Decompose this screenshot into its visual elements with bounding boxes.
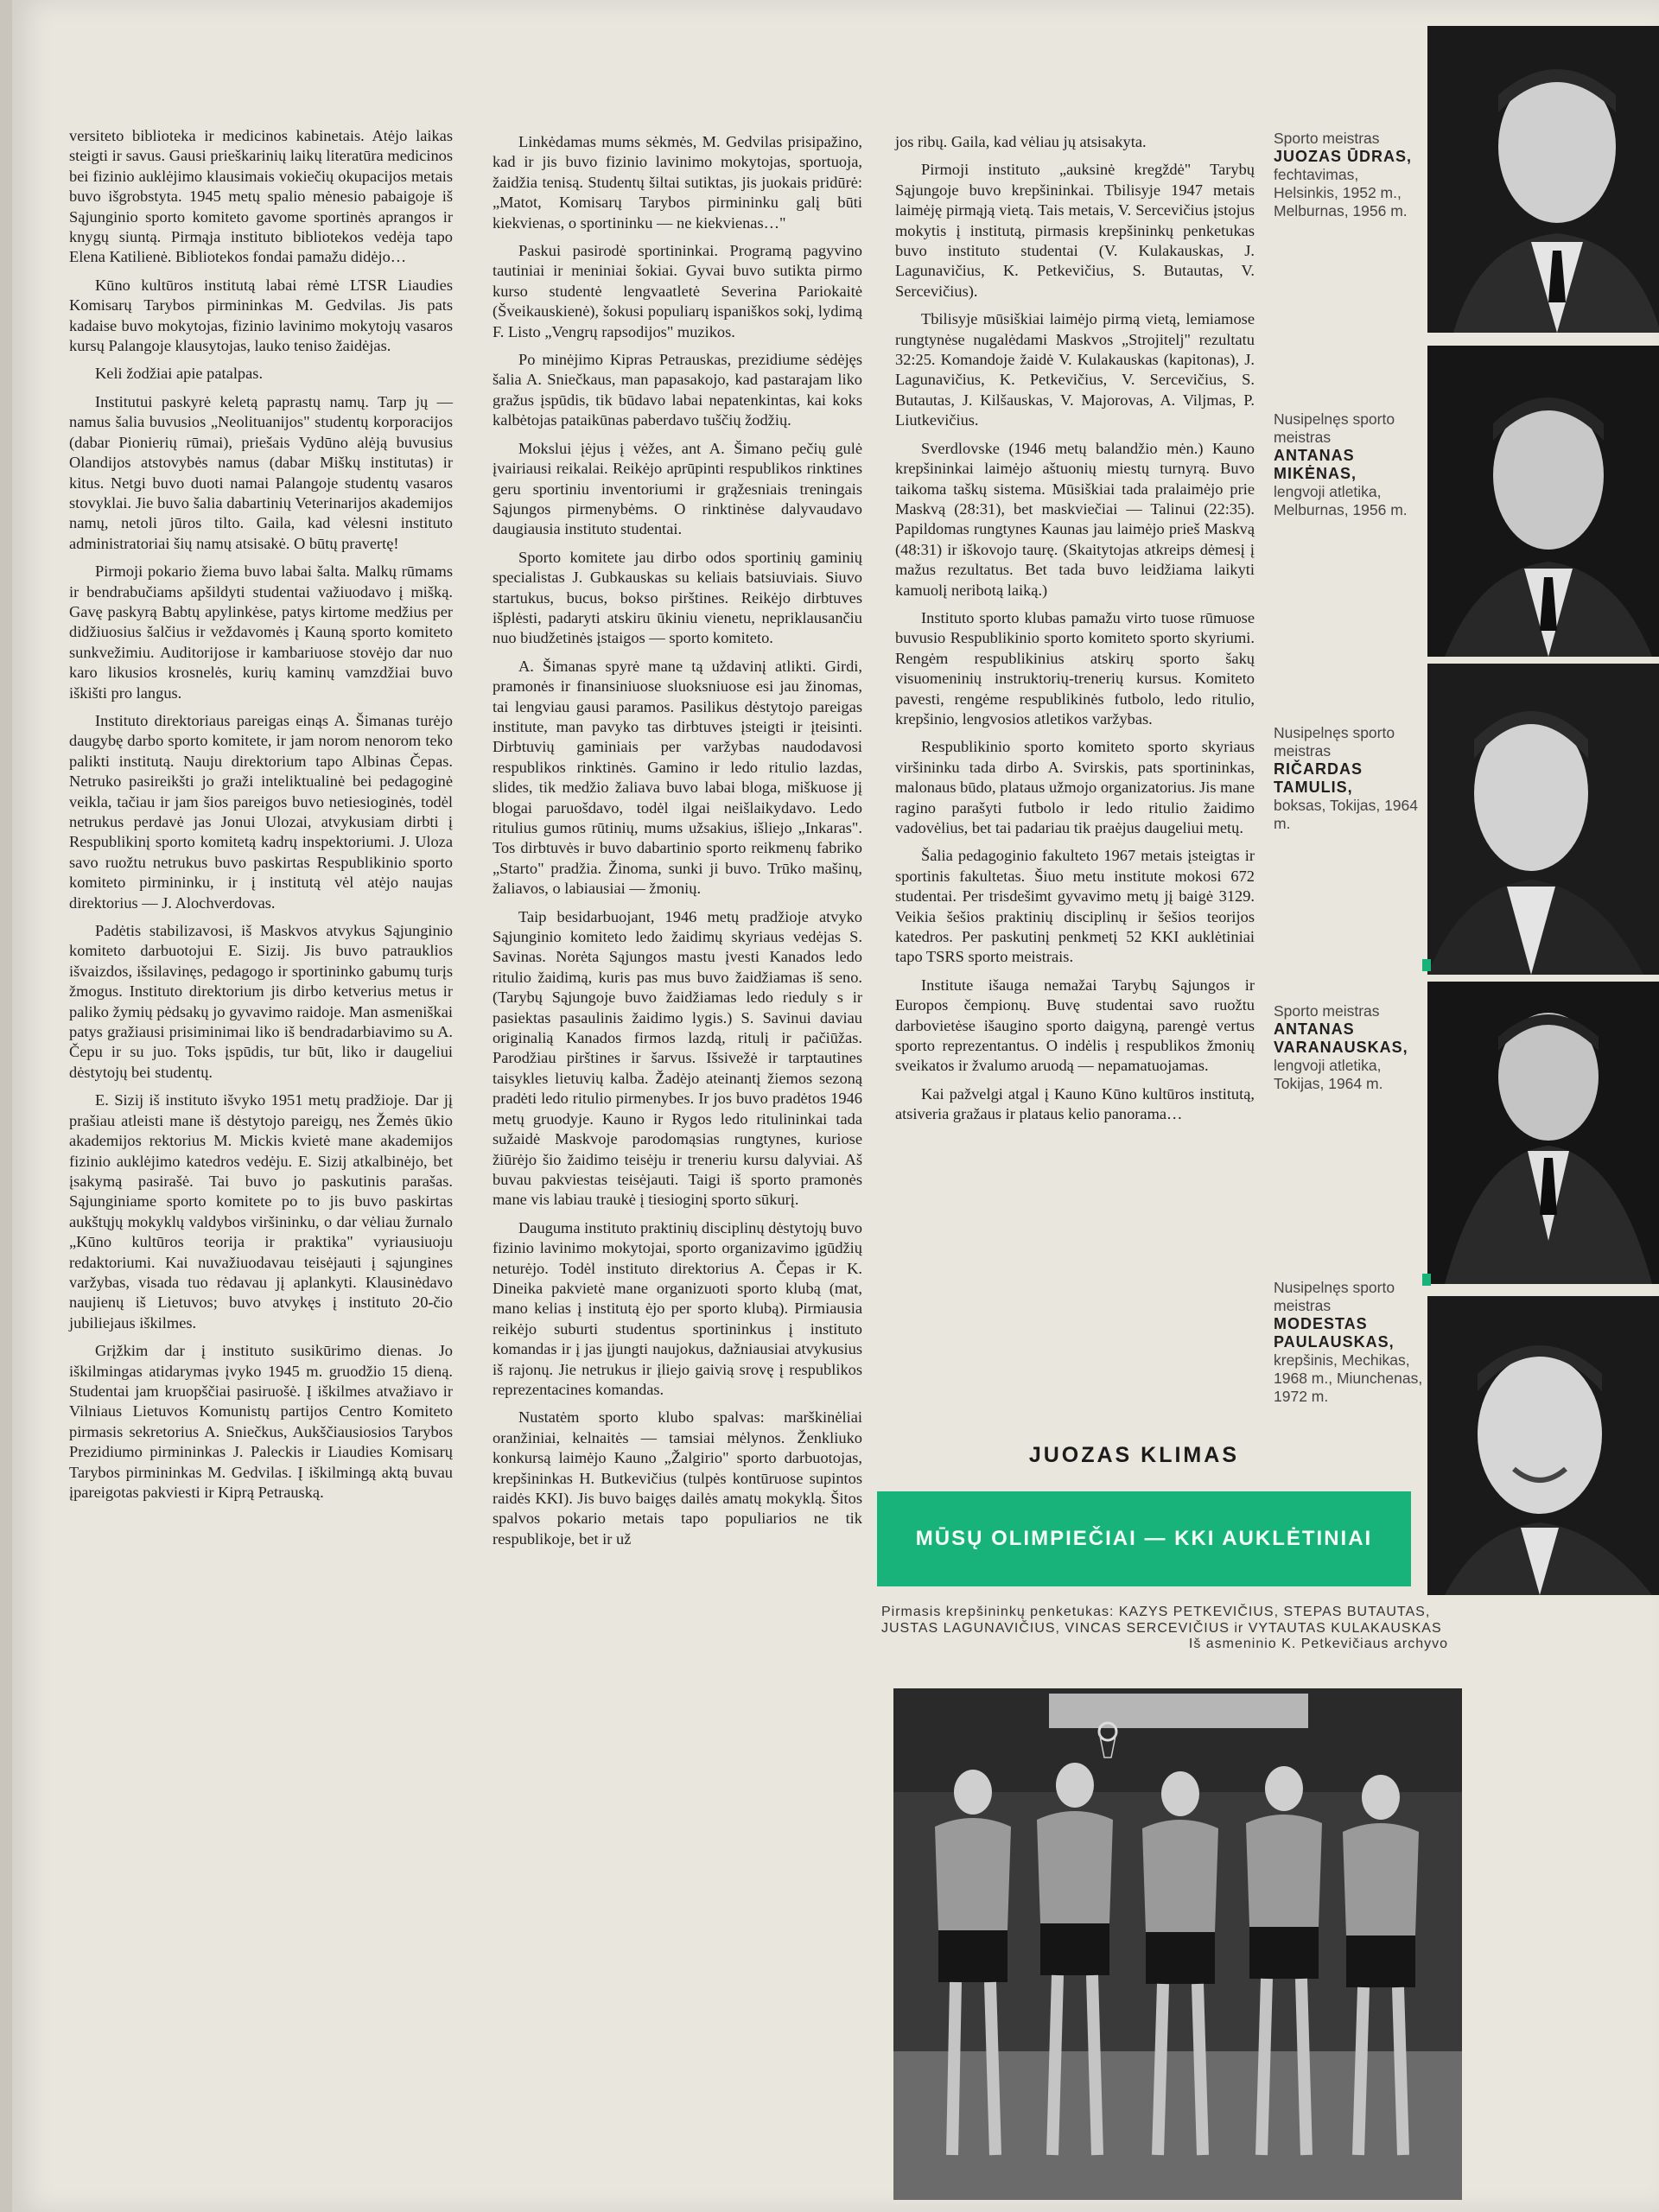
paragraph: Po minėjimo Kipras Petrauskas, prezidiume sėdėjęs šalia A. Sniečkaus, man papasakojo, kad pastarajam liko gražus įspūdis, tik būdavo labai nepatenkintas, kai koks kalbėtojas pataikūnas paberdavo tuščių žodžių.: [493, 351, 862, 429]
portrait-illustration: [1427, 26, 1659, 333]
athlete-title: Nusipelnęs sporto meistras: [1274, 724, 1395, 760]
basketball-team-photo: [893, 1688, 1462, 2200]
team-photo-illustration: [893, 1688, 1462, 2200]
paragraph: E. Sizij iš instituto išvyko 1951 metų pradžioje. Dar jį prašiau atleisti mane iš dėstytojo pareigų, nes Žemės ūkio akademijos rektorius M. Mickis kvietė mane akademijos fizinio auklėjimo katedros vedėju. E. Sizij atkalbinėjo, bet įsakymą pasirašė. Tai buvo jo paskutinis parašas. Sąjunginiame sporto komitete po to jis buvo paskirtas aukštųjų mokyklų valdybos viršininku, o dar vėliau žurnalo „Kūno kultūros teorija ir praktika" vyriausiuoju redaktoriumi. Kai nuvažiuodavau teisėjauti į sąjungines varžybas, visada tuo rėdavau jį aplankyti. Klausinėdavo naujienų iš Lietuvos; buvo atvykęs į instituto 20-čio jubiliejaus iškilmes.: [69, 1091, 453, 1332]
article-author: JUOZAS KLIMAS: [1028, 1443, 1239, 1467]
photo-caption: [881, 1605, 1452, 1653]
athlete-name: JUOZAS ŪDRAS,: [1274, 148, 1413, 165]
article-column-3: [895, 132, 1255, 1133]
paragraph: jos ribų. Gaila, kad vėliau jų atsisakyta.: [895, 133, 1147, 150]
paragraph: Dauguma instituto praktinių disciplinų dėstytojų buvo fizinio lavinimo mokytojai, sporto organizavimo įgūdžių neturėjo. Todėl instituto direktorius A. Čepas ir K. Dineika pakvietė mane organizuoti sporto klubą (mat, mano kelias į institutą ėjo per sporto klubą). Pirmiausia reikėjo suburti studentus sportininkus į instituto komandas ir į jas įjungti naujokus, dažniausiai atvykusius iš rajonų. Jie netrukus ir įliejo gaivią srovę į respublikos reprezentacines komandas.: [493, 1218, 862, 1398]
athlete-details: lengvoji atletika, Tokijas, 1964 m.: [1274, 1057, 1383, 1092]
athlete-title: Sporto meistras: [1274, 1002, 1380, 1020]
paragraph: Sverdlovske (1946 metų balandžio mėn.) Kauno krepšininkai laimėjo aštuonių miestų turnyrą. Buvo taikoma taškų sistema. Mūsiškiai tada pralaimėjo prie Maskvą (28:31), bet maskviečiai — Talinui (22:35). Papildomas rungtynes Kaunas jau laimėjo prieš Maskvą (48:31) ir iškovojo taurę. (Skaitytojas atkreips dėmesį į mažus rezultatus. Bet tada buvo leidžiama laikyti kamuolį neribotą laiką.): [895, 439, 1255, 599]
paragraph: Tbilisyje mūsiškiai laimėjo pirmą vietą, lemiamose rungtynėse nugalėdami Maskvos „Strojitelj" rezultatu 32:25. Komandoje žaidė V. Kulakauskas (kapitonas), J. Lagunavičius, K. Petkevičius, V. Sercevičius, S. Butautas, J. Kilšauskas, V. Majorovas, A. Viljmas, P. Liutkevičius.: [895, 310, 1255, 429]
paragraph: Nustatėm sporto klubo spalvas: marškinėliai oranžiniai, kelnaitės — tamsiai mėlynos. Ženkliuko konkursą laimėjo Kauno „Žalgirio" sporto darbuotojas, krepšininkas H. Butkevičius (tulpės kontūruose supintos raidės KKI). Jis buvo baigęs dailės amatų mokyklą. Šitos spalvos pokario metais tapo populiarios ne tik respublikoje, bet ir už: [493, 1408, 862, 1548]
paragraph: Mokslui įėjus į vėžes, ant A. Šimano pečių gulė įvairiausi reikalai. Reikėjo aprūpinti respublikos rinktines geru sportiniu inventoriumi ir grąžesniais treningais Sąjungos pirmenybėms. O rinktinėse dalyvaudavo daugiausia instituto studentai.: [493, 439, 862, 538]
portrait-illustration: [1427, 346, 1659, 657]
athlete-caption-3: [1274, 724, 1426, 833]
banner-title: MŪSŲ OLIMPIEČIAI — KKI AUKLĖTINIAI: [915, 1527, 1373, 1550]
athlete-caption-2: [1274, 410, 1426, 519]
green-edge-tab: [1422, 959, 1431, 971]
athlete-portrait-4: [1427, 982, 1659, 1284]
athlete-caption-4: [1274, 1002, 1426, 1093]
athlete-details: fechtavimas, Helsinkis, 1952 m., Melburnas, 1956 m.: [1274, 166, 1408, 219]
paragraph: Pirmoji instituto „auksinė kregždė" Tarybų Sąjungoje buvo krepšininkai. Tbilisyje 1947 metais laimėję pirmąją vietą. Tais metais, V. Sercevičius įstojus mokytis į institutą, pirmasis krepšininkų penketukas buvo instituto studentai (V. Kulakauskas, J. Lagunavičius, K. Petkevičius, S. Butautas, V. Sercevičius).: [895, 161, 1255, 300]
paragraph: Kūno kultūros institutą labai rėmė LTSR Liaudies Komisarų Tarybos pirmininkas M. Gedvilas. Jis pats kadaise buvo mokytojas, fizinio lavinimo mokytojų vasaros kursų Palangoje klausytojas, lauko teniso žaidėjas.: [69, 276, 453, 355]
paragraph: versiteto biblioteka ir medicinos kabinetais. Atėjo laikas steigti ir savus. Gausi prieškarinių laikų literatūra medicinos bei fizinio auklėjimo klausimais vokiečių okupacijos metais buvo išgrobstyta. 1945 metų spalio mėnesio pabaigoje iš Sąjunginio sporto komiteto gavome sportinės aprangos ir knygų siuntą. Pirmąja instituto bibliotekos vedėja tapo Elena Katilienė. Bibliotekos fondai pamažu didėjo…: [69, 127, 453, 266]
paragraph: Kai pažvelgi atgal į Kauno Kūno kultūros institutą, atsiveria gražaus ir plataus kelio panorama…: [895, 1084, 1255, 1123]
athlete-details: lengvoji atletika, Melburnas, 1956 m.: [1274, 483, 1408, 518]
athlete-title: Nusipelnęs sporto meistras: [1274, 410, 1395, 446]
portrait-illustration: [1427, 982, 1659, 1284]
photo-source: Iš asmeninio K. Petkevičiaus archyvo: [1188, 1637, 1448, 1651]
portrait-illustration: [1427, 1296, 1659, 1595]
athlete-portrait-2: [1427, 346, 1659, 657]
paragraph: Linkėdamas mums sėkmės, M. Gedvilas prisipažino, kad ir jis buvo fizinio lavinimo mokytojas, sportuoja, žaidžia tenisą. Studentų šiltai sutiktas, jis juokais pridūrė: „Matot, Komisarų Tarybos pirmininku galį būti kiekvienas, o sportininku — ne kiekvienas…": [493, 133, 862, 232]
portrait-illustration: [1427, 664, 1659, 975]
paragraph: Taip besidarbuojant, 1946 metų pradžioje atvyko Sąjunginio komiteto ledo žaidimų skyriaus vedėjas S. Savinas. Norėta Sąjungos mastu įvesti Kanados ledo ritulio žaidimą, kuris pas mus buvo žaidžiamas iš seno. (Tarybų Sąjungoje buvo žaidžiamas ledo rieduly s ir pasiektas pasaulinis žaidimo lygis.) S. Savinui daviau originalią Kanados firmos lazdą, ritulį ir pačiūžas. Parodžiau pirštines ir šarvus. Išsivežė ir tarptautines taisykles lietuvių kalba. Žadėjo ateinantį žiemos sezoną pradėti ledo ritulio pirmenybes. Ir jos buvo pradėtos 1946 metų gruodyje. Kauno ir Rygos ledo ritulininkai tada sužaidė Maskvoje parodomąsias rungtynes, kuriose žiūrėjo šio žaidimo teisėju ir treneriu kursu dalyviai. Aš buvau pakviestas teisėjauti. Taigi iš sporto pramonės mane vis labiau traukė į tiesioginį sporto sūkurį.: [493, 907, 862, 1209]
magazine-page: [12, 0, 1659, 2212]
athlete-name: ANTANAS MIKĖNAS,: [1274, 447, 1357, 482]
athlete-portrait-1: [1427, 26, 1659, 333]
athlete-title: Sporto meistras: [1274, 130, 1380, 147]
athlete-name: RIČARDAS TAMULIS,: [1274, 760, 1363, 796]
article-column-2: [493, 132, 862, 1557]
paragraph: Pirmoji pokario žiema buvo labai šalta. Malkų rūmams ir bendrabučiams apšildyti studentai važiuodavo į mišką. Gavę paskyrą Babtų apylinkėse, patys kirtome medžius per didžiuosius šalčius ir veždavomės į Kauną sporto komiteto sunkvežimiu. Auditorijose ir kambariuose stovėjo dar nuo karo likusios krosnelės, kurių kaminų vamzdžiai buvo iškišti pro langus.: [69, 563, 453, 702]
paragraph: Sporto komitete jau dirbo odos sportinių gaminių specialistas J. Gubkauskas su keliais batsiuviais. Siuvo startukus, bucus, bokso pirštines. Reikėjo dirbtuves išplėsti, padaryti atskiru ūkiniu vienetu, nepriklausančiu nuo biudžetinės įstaigos — sporto komiteto.: [493, 548, 862, 647]
caption-text: Pirmasis krepšininkų penketukas: KAZYS PETKEVIČIUS, STEPAS BUTAUTAS, JUSTAS LAGUNAVIČIUS, VINCAS SERCEVIČIUS ir VYTAUTAS KULAKAUSKAS: [881, 1605, 1442, 1636]
athlete-portrait-5: [1427, 1296, 1659, 1595]
athlete-portrait-3: [1427, 664, 1659, 975]
paragraph: Padėtis stabilizavosi, iš Maskvos atvykus Sąjunginio komiteto darbuotojui E. Sizij. Jis buvo patrauklios išvaizdos, išsilavinęs, pedagogo ir sportininko gabumų turįs žmogus. Instituto direktorium jis dirbo ketverius metus ir paliko žymių pėdsakų jo gyvavimo raidoje. Man asmeniškai patys gražiausi prisiminimai liko iš bendradarbiavimo su A. Čepu ir su juo. Toks įspūdis, tur būt, liko ir daugeliui dėstytojų bei studentų.: [69, 922, 453, 1081]
section-banner: [877, 1491, 1411, 1586]
athlete-caption-5: [1274, 1279, 1426, 1406]
article-column-1: [69, 126, 453, 1510]
paragraph: Respublikinio sporto komiteto sporto skyriaus viršininku tada dirbo A. Svirskis, pats sportininkas, malonaus būdo, plataus užmojo organizatorius. Jis mane ragino parašyti futbolo ir ledo ritulio žaidimo vadovėlius, bet tai padariau tik praėjus daugeliui metų.: [895, 738, 1255, 836]
paragraph: Instituto direktoriaus pareigas einąs A. Šimanas turėjo daugybę darbo sporto komitete, ir jam norom nenorom teko palikti institutą. Nauju direktorium tapo Albinas Čepas. Netruko pasireikšti jo graži inteliktualinė bei pedagoginė veikla, tačiau ir jam šios pareigos buvo netiesioginės, todėl netrukus perdavė jas Jonui Ulozai, atvykusiam dirbti į Respublikinį sporto komitetą kadrų inspektoriumi. J. Uloza savo ruožtu netrukus buvo paskirtas Respublikinio sporto komiteto pirmininku, ir į institutą vėl atėjo naujas direktorius — J. Alochverdovas.: [69, 711, 453, 912]
paragraph: Keli žodžiai apie patalpas.: [95, 365, 264, 383]
paragraph: Grįžkim dar į instituto susikūrimo dienas. Jo iškilmingas atidarymas įvyko 1945 m. gruodžio 15 dieną. Studentai jam kruopščiai pasiruošė. Į iškilmes atvažiavo ir Vilniaus Lietuvos Komunistų partijos Centro Komiteto pirmasis sekretorius A. Sniečkus, Aukščiausiosios Tarybos Prezidiumo pirmininkas J. Paleckis ir Liaudies Komisarų Tarybos pirmininkas M. Gedvilas. Į iškilmingą aktą buvau įpareigotas pakviesti ir Kiprą Petrauską.: [69, 1342, 453, 1501]
athlete-title: Nusipelnęs sporto meistras: [1274, 1279, 1395, 1314]
paragraph: Instituto sporto klubas pamažu virto tuose rūmuose buvusio Respublikinio sporto komiteto sporto skyriumi. Rengėm respublikinius atskirų sporto šakų visuomeninių instruktorių-trenerių kursus. Komiteto pavesti, rengėme respublikinės futbolo, ledo ritulio, krepšinio, lengvosios atletikos varžybas.: [895, 608, 1255, 728]
paragraph: Institute išauga nemažai Tarybų Sąjungos ir Europos čempionų. Buvę studentai savo ruožtu darbovietėse išaugino sporto daigyną, parengė vertus sporto reprezentantus. O indėlis į respublikos žmonių sveikatos ir žvalumo aruodą — nepamatuojamas.: [895, 976, 1255, 1075]
paragraph: Paskui pasirodė sportininkai. Programą pagyvino tautiniai ir meniniai šokiai. Gyvai buvo sutikta pirmo kurso studentė lengvaatletė Severina Pariokaitė (Šveikauskienė), šokusi populiarų ispaniškos sokį, lydimą F. Listo „Vengrų rapsodijos" muzikos.: [493, 242, 862, 340]
athlete-details: boksas, Tokijas, 1964 m.: [1274, 797, 1419, 832]
paragraph: Institutui paskyrė keletą paprastų namų. Tarp jų — namus šalia buvusios „Neolituanijos" studentų korporacijos (dabar Pionierių rūmai), priešais Vydūno alėją buvusius Olandijos atstovybės namus (dabar Miškų institutas) ir kitus. Netgi buvo duoti namai Palangoje studentų vasaros stovyklai. Jie buvo šalia dabartinių Veterinarijos akademijos namų, netoli jūros tilto. Gaila, kad vėlesni instituto administratoriai šių namų atsisakė. O būtų pravertę!: [69, 392, 453, 552]
athlete-caption-1: [1274, 130, 1426, 220]
athlete-details: krepšinis, Mechikas, 1968 m., Miunchenas, 1972 m.: [1274, 1351, 1423, 1405]
paragraph: A. Šimanas spyrė mane tą uždavinį atlikti. Girdi, pramonės ir finansiniuose sluoksniuose esi jau žinomas, tai lengviau gausi paramos. Pasilikus dėstytojo pareigas institute, man pavyko tas dirbtuves įsteigti ir įteisinti. Dirbtuvių gaminiais per varžybas naudodavosi respublikos rinktinės. Gamino ir ledo ritulio lazdas, slides, tik medžio žaliava buvo labai bloga, miškuose jį blogai paruošdavo, todėl ilgai neišlaikydavo. Ledo ritulius gumos rūtinių, mums užsakius, išliejo „Inkaras". Tos dirbtuvės ir buvo dabartinio sporto reikmenų fabriko „Starto" pradžia. Žinoma, sunki ji buvo. Trūko mašinų, žaliavos, o labiausiai — žmonių.: [493, 657, 862, 898]
athlete-name: MODESTAS PAULAUSKAS,: [1274, 1315, 1395, 1351]
paragraph: Šalia pedagoginio fakulteto 1967 metais įsteigtas ir sportinis fakultetas. Šiuo metu institute mokosi 672 studentai. Per trisdešimt gyvavimo metų jį baigė 3129. Veikia šešios praktinių disciplinų ir šešios teorijos katedros. Per paskutinį penkmetį 52 KKI auklėtiniai tapo TSRS sporto meistrais.: [895, 847, 1255, 966]
athlete-name: ANTANAS VARANAUSKAS,: [1274, 1020, 1408, 1056]
